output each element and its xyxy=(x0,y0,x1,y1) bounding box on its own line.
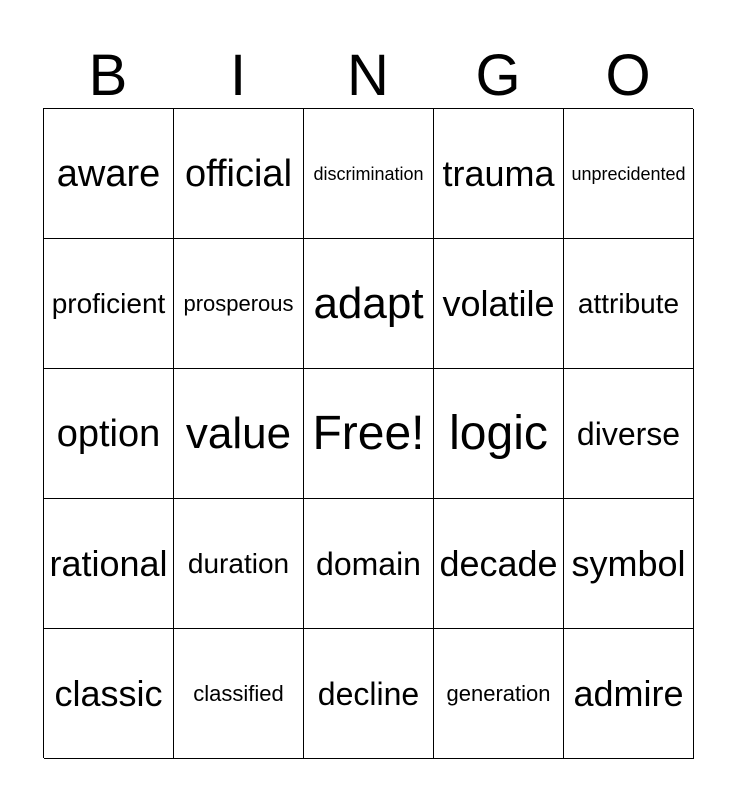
bingo-cell-r3-c1: duration xyxy=(174,499,304,629)
bingo-cell-r1-c0: proficient xyxy=(44,239,174,369)
bingo-cell-r0-c2: discrimination xyxy=(304,109,434,239)
bingo-board xyxy=(43,108,693,758)
bingo-cell-r1-c3: volatile xyxy=(434,239,564,369)
bingo-cell-r4-c4: admire xyxy=(564,629,694,759)
bingo-header xyxy=(43,44,693,108)
bingo-cell-r4-c0: classic xyxy=(44,629,174,759)
bingo-cell-r0-c4: unprecidented xyxy=(564,109,694,239)
bingo-cell-r0-c1: official xyxy=(174,109,304,239)
bingo-cell-r1-c1: prosperous xyxy=(174,239,304,369)
bingo-cell-r2-c3: logic xyxy=(434,369,564,499)
header-letter-g: G xyxy=(475,43,521,108)
bingo-cell-r4-c3: generation xyxy=(434,629,564,759)
header-letter-o: O xyxy=(605,43,651,108)
bingo-cell-r0-c0: aware xyxy=(44,109,174,239)
bingo-cell-r1-c2: adapt xyxy=(304,239,434,369)
bingo-cell-r3-c2: domain xyxy=(304,499,434,629)
header-letter-n: N xyxy=(347,43,389,108)
bingo-cell-r3-c4: symbol xyxy=(564,499,694,629)
bingo-cell-r4-c1: classified xyxy=(174,629,304,759)
header-letter-b: B xyxy=(88,43,128,108)
free-space-cell: Free! xyxy=(304,369,434,499)
bingo-cell-r0-c3: trauma xyxy=(434,109,564,239)
bingo-cell-r2-c4: diverse xyxy=(564,369,694,499)
bingo-cell-r2-c0: option xyxy=(44,369,174,499)
bingo-cell-r3-c0: rational xyxy=(44,499,174,629)
header-letter-i: I xyxy=(229,43,247,108)
bingo-cell-r4-c2: decline xyxy=(304,629,434,759)
bingo-cell-r1-c4: attribute xyxy=(564,239,694,369)
bingo-cell-r3-c3: decade xyxy=(434,499,564,629)
bingo-cell-r2-c1: value xyxy=(174,369,304,499)
